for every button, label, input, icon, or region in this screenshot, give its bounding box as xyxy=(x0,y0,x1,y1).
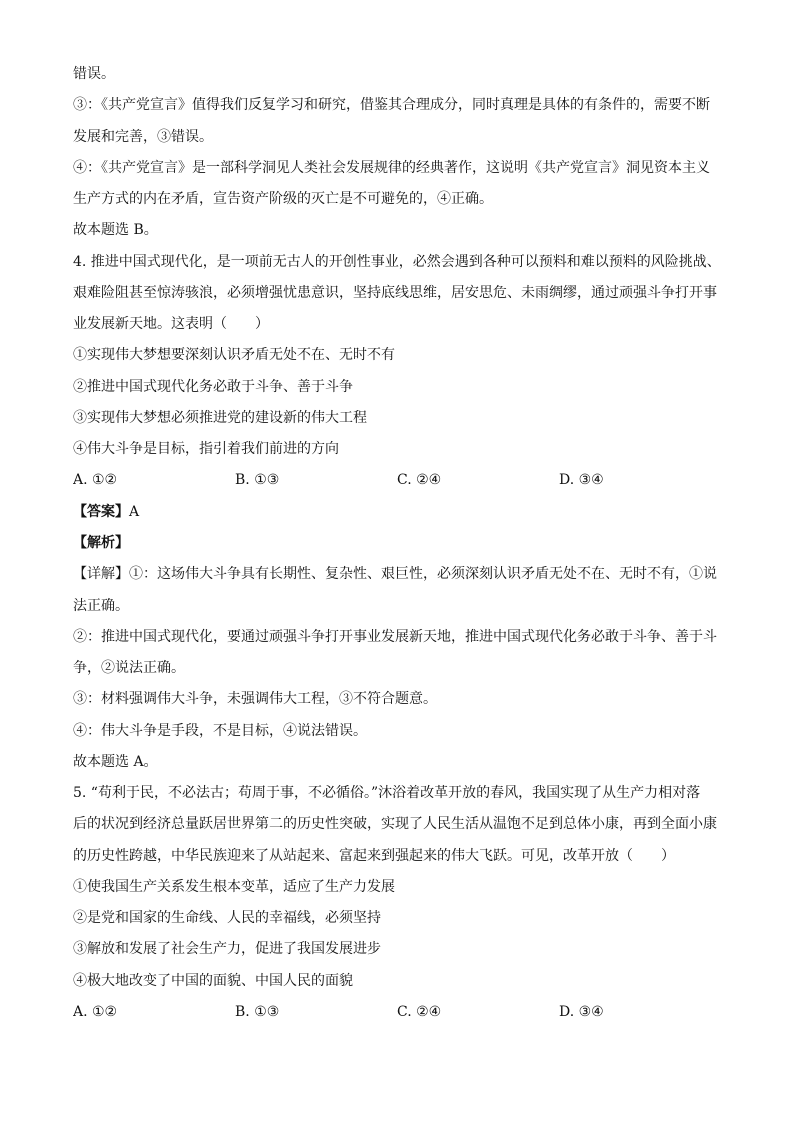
question-stem-line: 艰难险阻甚至惊涛骇浪，必须增强忧患意识，坚持底线思维，居安思危、未雨绸缪，通过顽强斗争打开事 xyxy=(73,284,717,301)
detail-line: ④：伟大斗争是手段，不是目标，④说法错误。 xyxy=(73,722,367,739)
statement-item: ①使我国生产关系发生根本变革，适应了生产力发展 xyxy=(73,878,395,895)
statement-item: ③实现伟大梦想必须推进党的建设新的伟大工程 xyxy=(73,409,367,426)
detail-line: ②：推进中国式现代化，要通过顽强斗争打开事业发展新天地，推进中国式现代化务必敢于斗争、善于斗 xyxy=(73,628,717,645)
analysis-line: ④：《共产党宣言》是一部科学洞见人类社会发展规律的经典著作，这说明《共产党宣言》洞见资本主义 xyxy=(73,159,710,176)
conclusion-line: 故本题选 A。 xyxy=(73,753,158,770)
statement-item: ①实现伟大梦想要深刻认识矛盾无处不在、无时不有 xyxy=(73,347,395,364)
option-c: C. ②④ xyxy=(397,472,442,489)
conclusion-line: 故本题选 B。 xyxy=(73,222,158,239)
option-a: A. ①② xyxy=(73,1003,118,1020)
detail-line: ③：材料强调伟大斗争，未强调伟大工程，③不符合题意。 xyxy=(73,691,437,708)
question-stem-line: 后的状况到经济总量跃居世界第二的历史性突破，实现了人民生活从温饱不足到总体小康，再到全面小康 xyxy=(73,816,717,833)
question-stem-line: 5. “苟利于民，不必法古；苟周于事，不必循俗。”沐浴着改革开放的春风，我国实现了从生产力相对落 xyxy=(73,785,701,802)
option-b: B. ①③ xyxy=(235,472,280,489)
analysis-line: 生产方式的内在矛盾，宣告资产阶级的灭亡是不可避免的，④正确。 xyxy=(73,191,493,208)
options-row xyxy=(73,465,733,496)
answer-line xyxy=(73,497,733,528)
option-a: A. ①② xyxy=(73,472,118,489)
answer-label: 【答案】 xyxy=(73,503,129,520)
analysis-line: 发展和完善，③错误。 xyxy=(73,128,213,145)
question-stem-line: 业发展新天地。这表明（ ） xyxy=(73,316,269,333)
question-stem-line: 4. 推进中国式现代化，是一项前无古人的开创性事业，必然会遇到各种可以预料和难以预料的风险挑战、 xyxy=(73,253,721,270)
option-b: B. ①③ xyxy=(235,1003,280,1020)
option-d: D. ③④ xyxy=(559,1003,604,1020)
answer-value: A xyxy=(129,503,140,520)
question-stem-line: 的历史性跨越，中华民族迎来了从站起来、富起来到强起来的伟大飞跃。可见，改革开放（ ） xyxy=(73,847,675,864)
page-content xyxy=(73,59,733,1028)
option-c: C. ②④ xyxy=(397,1003,442,1020)
statement-item: ④极大地改变了中国的面貌、中国人民的面貌 xyxy=(73,972,353,989)
statement-item: ③解放和发展了社会生产力，促进了我国发展进步 xyxy=(73,941,381,958)
detail-line: 争，②说法正确。 xyxy=(73,660,185,677)
statement-item: ②推进中国式现代化务必敢于斗争、善于斗争 xyxy=(73,378,353,395)
statement-item: ④伟大斗争是目标，指引着我们前进的方向 xyxy=(73,441,339,458)
detail-line: 【详解】①：这场伟大斗争具有长期性、复杂性、艰巨性，必须深刻认识矛盾无处不在、无时不有，①说 xyxy=(73,566,717,583)
analysis-label: 【解析】 xyxy=(73,534,129,551)
analysis-line: ③：《共产党宣言》值得我们反复学习和研究，借鉴其合理成分，同时真理是具体的有条件的，需要不断 xyxy=(73,97,710,114)
statement-item: ②是党和国家的生命线、人民的幸福线，必须坚持 xyxy=(73,910,381,927)
option-d: D. ③④ xyxy=(559,472,604,489)
analysis-line: 错误。 xyxy=(73,66,115,82)
options-row xyxy=(73,997,733,1028)
detail-line: 法正确。 xyxy=(73,597,129,614)
